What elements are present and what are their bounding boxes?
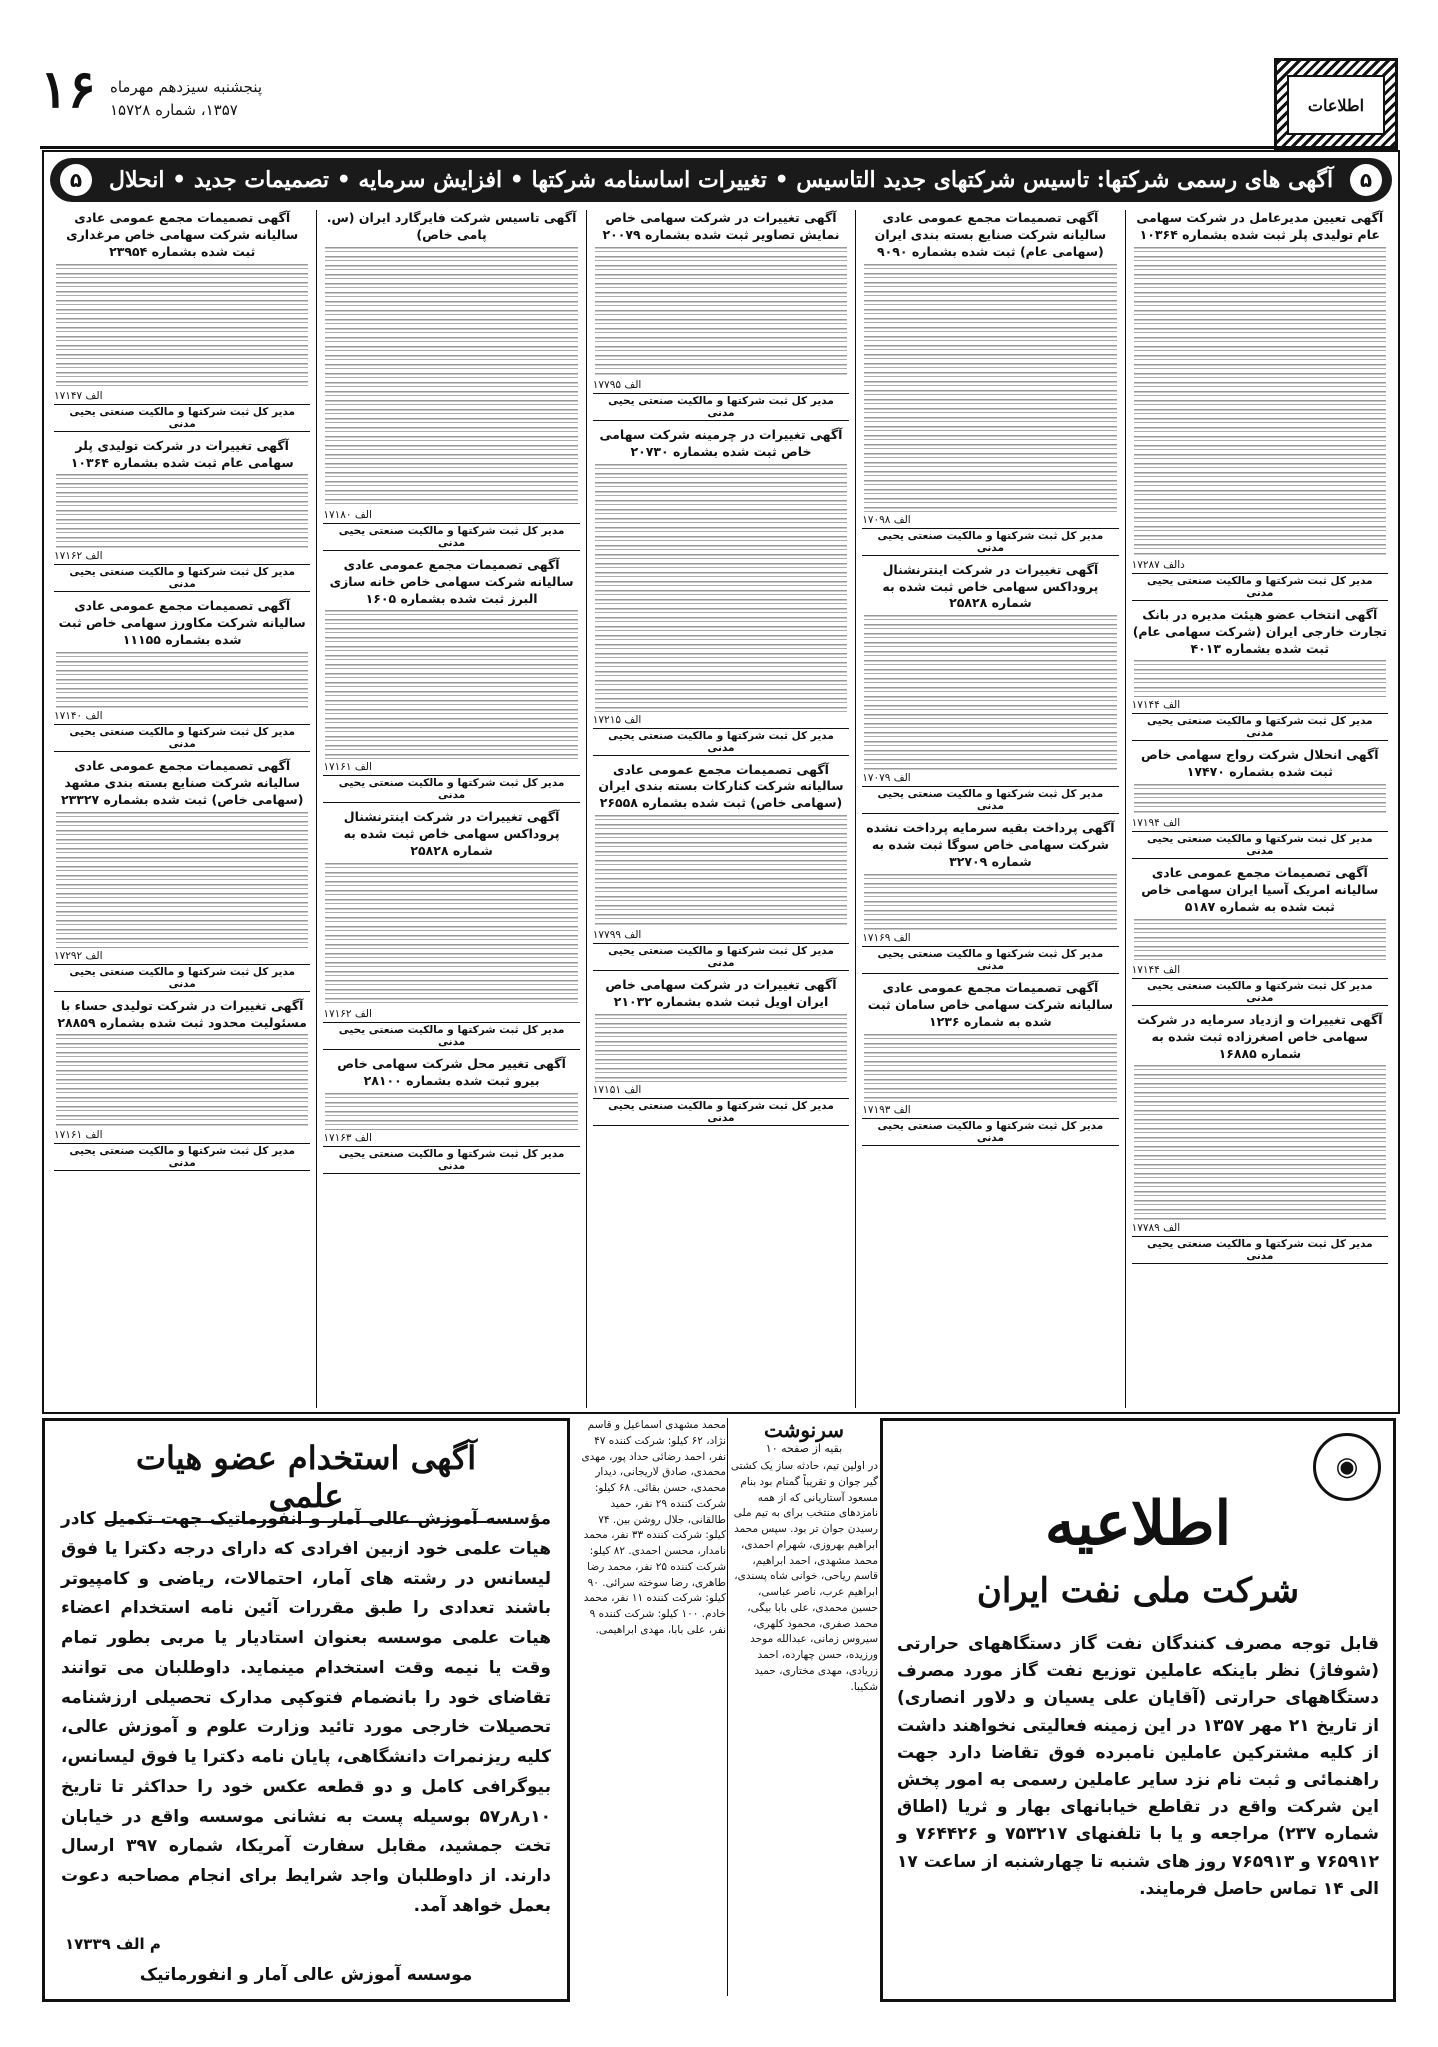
ad-item (1132, 1012, 1388, 1265)
ad-item (1132, 607, 1388, 742)
newspaper-logo (1274, 58, 1398, 152)
ad-registrar: مدیر کل ثبت شرکتها و مالکیت صنعتی یحیی مدنی (862, 528, 1118, 556)
ad-title: آگهی تصمیمات مجمع عمومی عادی سالیانه شرکت سهامی خاص مرغداری ثبت شده بشماره ۲۳۹۵۴ (66, 210, 299, 259)
ad-title: آگهی تصمیمات مجمع عمومی عادی سالیانه شرکت کنارکات بسته بندی ایران (سهامی خاص) ثبت شده بشماره ۲۶۵۵۸ (598, 761, 844, 811)
sports-subheading: بقیه از صفحه ۱۰ (765, 1442, 843, 1455)
ad-title: آگهی تغییرات و ازدیاد سرمایه در شرکت سهامی خاص اصغرزاده ثبت شده به شماره ۱۶۸۸۵ (1137, 1011, 1383, 1061)
ad-body-text (56, 652, 308, 708)
ad-registrar: مدیر کل ثبت شرکتها و مالکیت صنعتی یحیی مدنی (323, 523, 579, 551)
ad-title: آگهی تعیین مدیرعامل در شرکت سهامی عام تولیدی پلر ثبت شده بشماره ۱۰۳۶۴ (1136, 210, 1384, 242)
ad-item (54, 598, 310, 752)
section-banner (50, 158, 1392, 202)
ad-title: آگهی تغییرات در چرمینه شرکت سهامی خاص ثبت شده بشماره ۲۰۷۳۰ (599, 426, 843, 459)
ad-body-text (1134, 660, 1386, 697)
ad-body-text (325, 247, 577, 507)
date-line (110, 76, 262, 121)
ad-reference: الف ۱۷۱۸۰ (323, 508, 372, 521)
issue-text: ۱۳۵۷، شماره ۱۵۷۲۸ (110, 100, 238, 119)
sports-column-left (578, 1418, 726, 1996)
ad-title: آگهی تصمیمات مجمع عمومی عادی سالیانه شرکت مکاورز سهامی خاص ثبت شده بشماره ۱۱۱۵۵ (58, 598, 306, 648)
page-number: ۱۶ (40, 59, 96, 120)
banner-title: آگهی های رسمی شرکتها: تاسیس شرکتهای جدید التاسیس • تغییرات اساسنامه شرکتها • افزایش سرمایه • تصمیمات جدید • انحلال (108, 167, 1334, 193)
ad-reference: الف ۱۷۱۶۳ (323, 1131, 372, 1144)
ad-reference: الف ۱۷۱۶۲ (323, 1008, 372, 1020)
ad-item (54, 438, 310, 593)
recruit-ref: م الف ۱۷۳۳۹ (65, 1935, 161, 1953)
ad-column (316, 210, 585, 1408)
ad-registrar: مدیر کل ثبت شرکتها و مالکیت صنعتی یحیی مدنی (54, 724, 310, 752)
ad-title: آگهی تغییرات در شرکت تولیدی پلر سهامی عام ثبت شده بشماره ۱۰۳۶۴ (70, 437, 294, 470)
ad-item (54, 758, 310, 992)
ad-title: آگهی انتخاب عضو هیئت مدیره در بانک تجارت خارجی ایران (شرکت سهامی عام) ثبت شده بشماره ۴۰۱۳ (1132, 606, 1387, 656)
ad-reference: الف ۱۷۲۹۲ (53, 949, 103, 962)
ad-item (862, 562, 1118, 815)
banner-number-left: ۵ (60, 164, 92, 196)
ad-item (593, 977, 849, 1126)
ad-registrar: مدیر کل ثبت شرکتها و مالکیت صنعتی یحیی مدنی (593, 728, 849, 756)
date-text: پنجشنبه سیزدهم مهرماه (110, 78, 263, 96)
ad-item (323, 557, 579, 804)
sports-column (578, 1418, 878, 1996)
ad-item (54, 998, 310, 1172)
ad-column (1125, 210, 1394, 1408)
ad-registrar: مدیر کل ثبت شرکتها و مالکیت صنعتی یحیی مدنی (1132, 1236, 1388, 1264)
ad-reference: الف ۱۷۰۷۹ (862, 772, 911, 785)
ad-title: آگهی تغییرات در شرکت سهامی خاص نمایش تصاویر ثبت شده بشماره ۲۰۰۷۹ (602, 210, 840, 242)
ad-item (862, 980, 1118, 1146)
ad-registrar: مدیر کل ثبت شرکتها و مالکیت صنعتی یحیی مدنی (1132, 713, 1388, 741)
sports-column-right (730, 1418, 878, 1996)
ad-body-text (864, 874, 1116, 930)
ad-item (323, 1056, 579, 1174)
ad-body-text (325, 610, 577, 759)
masthead (40, 58, 1398, 150)
sports-heading: سرنوشت (763, 1418, 845, 1442)
ad-item (593, 762, 849, 972)
recruit-body: مؤسسه آموزش عالی آمار و انفورماتیک جهت تکمیل کادر هیات علمی خود ازبین افرادی که دارای درجه دکترا یا فوق لیسانس در رشته های آمار، احتمالات، ریاضی و کامپیوتر باشند تعدادی را طبق مقررات آئین نامه استخدام اعضاء هیات علمی موسسه بعنوان استادیار یا مربی بطور تمام وقت یا نیمه وقت استخدام مینماید. داوطلبان می توانند تقاضای خود را بانضمام فتوکپی مدارک تحصیلی ارزشنامه تحصیلات خارجی مورد تائید وزارت علوم و آموزش عالی، کلیه ریزنمرات دانشگاهی، پایان نامه دکترا یا فوق لیسانس، بیوگرافی کامل و دو قطعه عکس خود را حداکثر تا تاریخ ۱۰ر۸ر۵۷ بوسیله پست به نشانی موسسه واقع در خیابان تخت جمشید، مقابل سفارت آمریکا، شماره ۳۹۷ ارسال دارند. از داوطلبان واجد شرایط برای انجام مصاحبه دعوت بعمل خواهد آمد. (61, 1509, 551, 1916)
ad-reference: الف ۱۷۱۶۱ (323, 761, 372, 774)
ad-reference: الف ۱۷۷۹۵ (592, 378, 642, 391)
ad-reference: الف ۱۷۱۴۴ (1131, 699, 1181, 712)
official-ads-section (42, 150, 1400, 1414)
ad-reference: الف ۱۷۱۶۱ (53, 1129, 103, 1142)
ad-reference: الف ۱۷۰۹۸ (862, 513, 911, 526)
ad-body-text (56, 264, 308, 388)
ad-columns (48, 210, 1394, 1408)
ad-title: آگهی تصمیمات مجمع عمومی عادی سالیانه امریک آسیا ایران سهامی خاص ثبت شده به شماره ۵۱۸۷ (1141, 865, 1379, 914)
ad-column (586, 210, 855, 1408)
ad-registrar: مدیر کل ثبت شرکتها و مالکیت صنعتی یحیی مدنی (862, 1118, 1118, 1146)
recruit-signature: موسسه آموزش عالی آمار و انفورماتیک (139, 1965, 473, 1985)
ad-registrar: مدیر کل ثبت شرکتها و مالکیت صنعتی یحیی مدنی (862, 786, 1118, 814)
ad-reference: الف ۱۷۷۹۹ (592, 929, 642, 942)
ad-title: آگهی تصمیمات مجمع عمومی عادی سالیانه شرکت صنایع بسته بندی ایران (سهامی عام) ثبت شده بشماره ۹۰۹۰ (874, 210, 1107, 259)
ad-body-text (325, 863, 577, 1006)
ad-title: آگهی پرداخت بقیه سرمایه پرداخت نشده شرکت سهامی خاص سوگا ثبت شده به شماره ۳۲۷۰۹ (866, 820, 1115, 869)
ad-reference: الف ۱۷۱۶۹ (862, 931, 911, 944)
ad-item (54, 210, 310, 432)
ad-item (323, 210, 579, 551)
ad-body-text (325, 1093, 577, 1130)
banner-number-right: ۵ (1350, 164, 1382, 196)
ad-item (1132, 865, 1388, 1006)
ad-body-text (864, 264, 1116, 512)
ad-item (1132, 210, 1388, 601)
ad-title: آگهی انحلال شرکت رواج سهامی خاص ثبت شده بشماره ۱۷۴۷۰ (1141, 747, 1379, 780)
ad-reference: الف ۱۷۱۴۰ (53, 710, 103, 722)
recruitment-ad (42, 1418, 570, 2002)
ad-reference: دالف ۱۷۲۸۷ (1131, 558, 1185, 571)
column-divider (727, 1418, 728, 1996)
ad-body-text (864, 615, 1116, 770)
oil-company-notice (880, 1418, 1396, 2002)
notice-title: اطلاعیه (1044, 1489, 1232, 1559)
ad-item (862, 820, 1118, 974)
ad-item (593, 427, 849, 756)
ad-body-text (56, 474, 308, 548)
ad-body-text (595, 464, 847, 712)
ad-body-text (56, 1034, 308, 1127)
ad-registrar: مدیر کل ثبت شرکتها و مالکیت صنعتی یحیی مدنی (54, 1143, 310, 1171)
ad-title: آگهی تغییرات در شرکت تولیدی حساء با مسئولیت محدود ثبت شده بشماره ۲۸۸۵۹ (57, 997, 307, 1030)
ad-reference: الف ۱۷۷۸۹ (1131, 1222, 1181, 1235)
header-rule (40, 146, 1398, 149)
ad-item (323, 809, 579, 1050)
ad-title: آگهی تغییر محل شرکت سهامی خاص بیرو ثبت شده بشماره ۲۸۱۰۰ (337, 1056, 566, 1088)
ad-reference: الف ۱۷۱۹۴ (1131, 817, 1181, 830)
ad-reference: الف ۱۷۱۴۷ (53, 389, 103, 402)
ad-item (593, 210, 849, 421)
ad-registrar: مدیر کل ثبت شرکتها و مالکیت صنعتی یحیی مدنی (593, 1098, 849, 1126)
ad-registrar: مدیر کل ثبت شرکتها و مالکیت صنعتی یحیی مدنی (323, 775, 579, 803)
notice-body: قابل توجه مصرف کنندگان نفت گاز دستگاههای حرارتی (شوفاژ) نظر باینکه عاملین توزیع نفت گاز مورد مصرف دستگاههای حرارتی (آقایان علی یسیان و دلاور انصاری) از تاریخ ۲۱ مهر ۱۳۵۷ در این زمینه فعالیتی نخواهند داشت از کلیه مشترکین عاملین نامبرده فوق تقاضا دارد جهت راهنمائی و ثبت نام نزد سایر عاملین رسمی به امور پخش این شرکت واقع در تقاطع خیابانهای بهار و ثریا (اطاق شماره ۲۳۷) مراجعه و یا با تلفنهای ۷۵۳۲۱۷ و ۷۶۴۴۲۶ و ۷۶۵۹۱۲ و ۷۶۵۹۱۳ روز های شنبه تا چهارشنبه از ساعت ۱۷ الی ۱۴ تماس حاصل فرمایند. (897, 1634, 1379, 1899)
ad-reference: الف ۱۷۱۹۳ (862, 1103, 911, 1116)
logo-text: اطلاعات (1287, 75, 1385, 135)
ad-body-text (1134, 1065, 1386, 1220)
ad-reference: الف ۱۷۱۴۴ (1131, 963, 1181, 976)
ad-title: آگهی تغییرات در شرکت اینترنشنال پروداکس سهامی خاص ثبت شده به شماره ۲۵۸۲۸ (882, 561, 1099, 611)
ad-body-text (595, 1014, 847, 1082)
recruit-title: آگهی استخدام عضو هیات علمی (105, 1439, 507, 1523)
ad-reference: الف ۱۷۲۱۵ (592, 713, 642, 726)
ad-title: آگهی تصمیمات مجمع عمومی عادی سالیانه شرکت سهامی خاص خانه سازی البرز ثبت شده بشماره ۱۶۰۵ (329, 556, 574, 606)
ad-registrar: مدیر کل ثبت شرکتها و مالکیت صنعتی یحیی مدنی (593, 943, 849, 971)
ad-title: آگهی تغییرات در شرکت اینترنشنال پروداکس سهامی خاص ثبت شده به شماره ۲۵۸۲۸ (343, 809, 560, 859)
ad-title: آگهی تغییرات در شرکت سهامی خاص ایران اویل ثبت شده بشماره ۲۱۰۳۲ (605, 977, 837, 1009)
notice-company: شرکت ملی نفت ایران (976, 1571, 1300, 1611)
ad-registrar: مدیر کل ثبت شرکتها و مالکیت صنعتی یحیی مدنی (323, 1022, 579, 1050)
ad-item (862, 210, 1118, 556)
sports-text-2: محمد مشهدی اسماعیل و قاسم نژاد، ۶۲ کیلو: شرکت کننده ۴۷ نفر، احمد رضائی حداد پور، مهدی محمدی، صادق لاریجانی، دیدار محمدی، حسن بقائی. ۶۸ کیلو: شرکت کننده ۲۹ نفر، حمید طالقانی، جلال روشن بین. ۷۴ کیلو: شرکت کننده ۳۳ نفر، محمد نامدار، محسن احمدی. ۸۲ کیلو: شرکت کننده ۲۵ نفر، محمد رضا طاهری، رضا سوخته سرائی. ۹۰ کیلو: شرکت کننده ۱۱ نفر، محمد خادم. ۱۰۰ کیلو: شرکت کننده ۹ نفر، علی بابا، مهدی ابراهیمی. (581, 1419, 726, 1636)
ad-registrar: مدیر کل ثبت شرکتها و مالکیت صنعتی یحیی مدنی (54, 404, 310, 432)
ad-registrar: مدیر کل ثبت شرکتها و مالکیت صنعتی یحیی مدنی (862, 946, 1118, 974)
ad-body-text (1134, 247, 1386, 557)
ad-body-text (1134, 784, 1386, 815)
ad-registrar: مدیر کل ثبت شرکتها و مالکیت صنعتی یحیی مدنی (1132, 573, 1388, 601)
ad-registrar: مدیر کل ثبت شرکتها و مالکیت صنعتی یحیی مدنی (1132, 978, 1388, 1006)
ad-reference: الف ۱۷۱۵۱ (592, 1083, 642, 1096)
ad-body-text (56, 812, 308, 948)
company-emblem-icon: ◉ (1313, 1433, 1381, 1501)
ad-body-text (595, 815, 847, 927)
sports-text-1: در اولین تیم، حادثه ساز یک کشتی گیر جوان و تقریباً گمنام بود بنام مسعود آستاریانی که از همه نامزدهای منتخب برای به تیم ملی رسیدن جوان تر بود. سپس محمد ابراهیم بهروزی، شهرام احمدی، محمد مشهدی، احمد ابراهیم، قاسم ریاحی، خوانی شاه پسندی، ابراهیم عرب، ناصر عباسی، حسین محمدی، علی بابا بیگی، محمد صفری، محمود کلهری، سیروس زمانی، عبدالله موحد ورزیده، حسن چهارده، احمد زریادی، مهدی مختاری، حمید شکیبا. (730, 1460, 878, 1693)
ad-title: آگهی تصمیمات مجمع عمومی عادی سالیانه شرکت سهامی خاص سامان ثبت شده به شماره ۱۲۳۶ (867, 979, 1114, 1029)
ad-body-text (595, 247, 847, 377)
ad-registrar: مدیر کل ثبت شرکتها و مالکیت صنعتی یحیی مدنی (593, 393, 849, 421)
ad-column (855, 210, 1124, 1408)
ad-column (48, 210, 316, 1408)
ad-registrar: مدیر کل ثبت شرکتها و مالکیت صنعتی یحیی مدنی (323, 1146, 579, 1174)
ad-item (1132, 747, 1388, 859)
ad-registrar: مدیر کل ثبت شرکتها و مالکیت صنعتی یحیی مدنی (54, 964, 310, 992)
ad-registrar: مدیر کل ثبت شرکتها و مالکیت صنعتی یحیی مدنی (54, 564, 310, 592)
ad-body-text (1134, 919, 1386, 962)
ad-title: آگهی تصمیمات مجمع عمومی عادی سالیانه شرکت صنایع بسته بندی مشهد (سهامی خاص) ثبت شده بشماره ۲۳۳۲۷ (60, 758, 304, 807)
lower-section (42, 1418, 1396, 1998)
ad-title: آگهی تاسیس شرکت فایرگارد ایران (س. پامی خاص) (326, 210, 577, 242)
ad-reference: الف ۱۷۱۶۲ (53, 550, 103, 563)
ad-registrar: مدیر کل ثبت شرکتها و مالکیت صنعتی یحیی مدنی (1132, 831, 1388, 859)
ad-body-text (864, 1034, 1116, 1102)
